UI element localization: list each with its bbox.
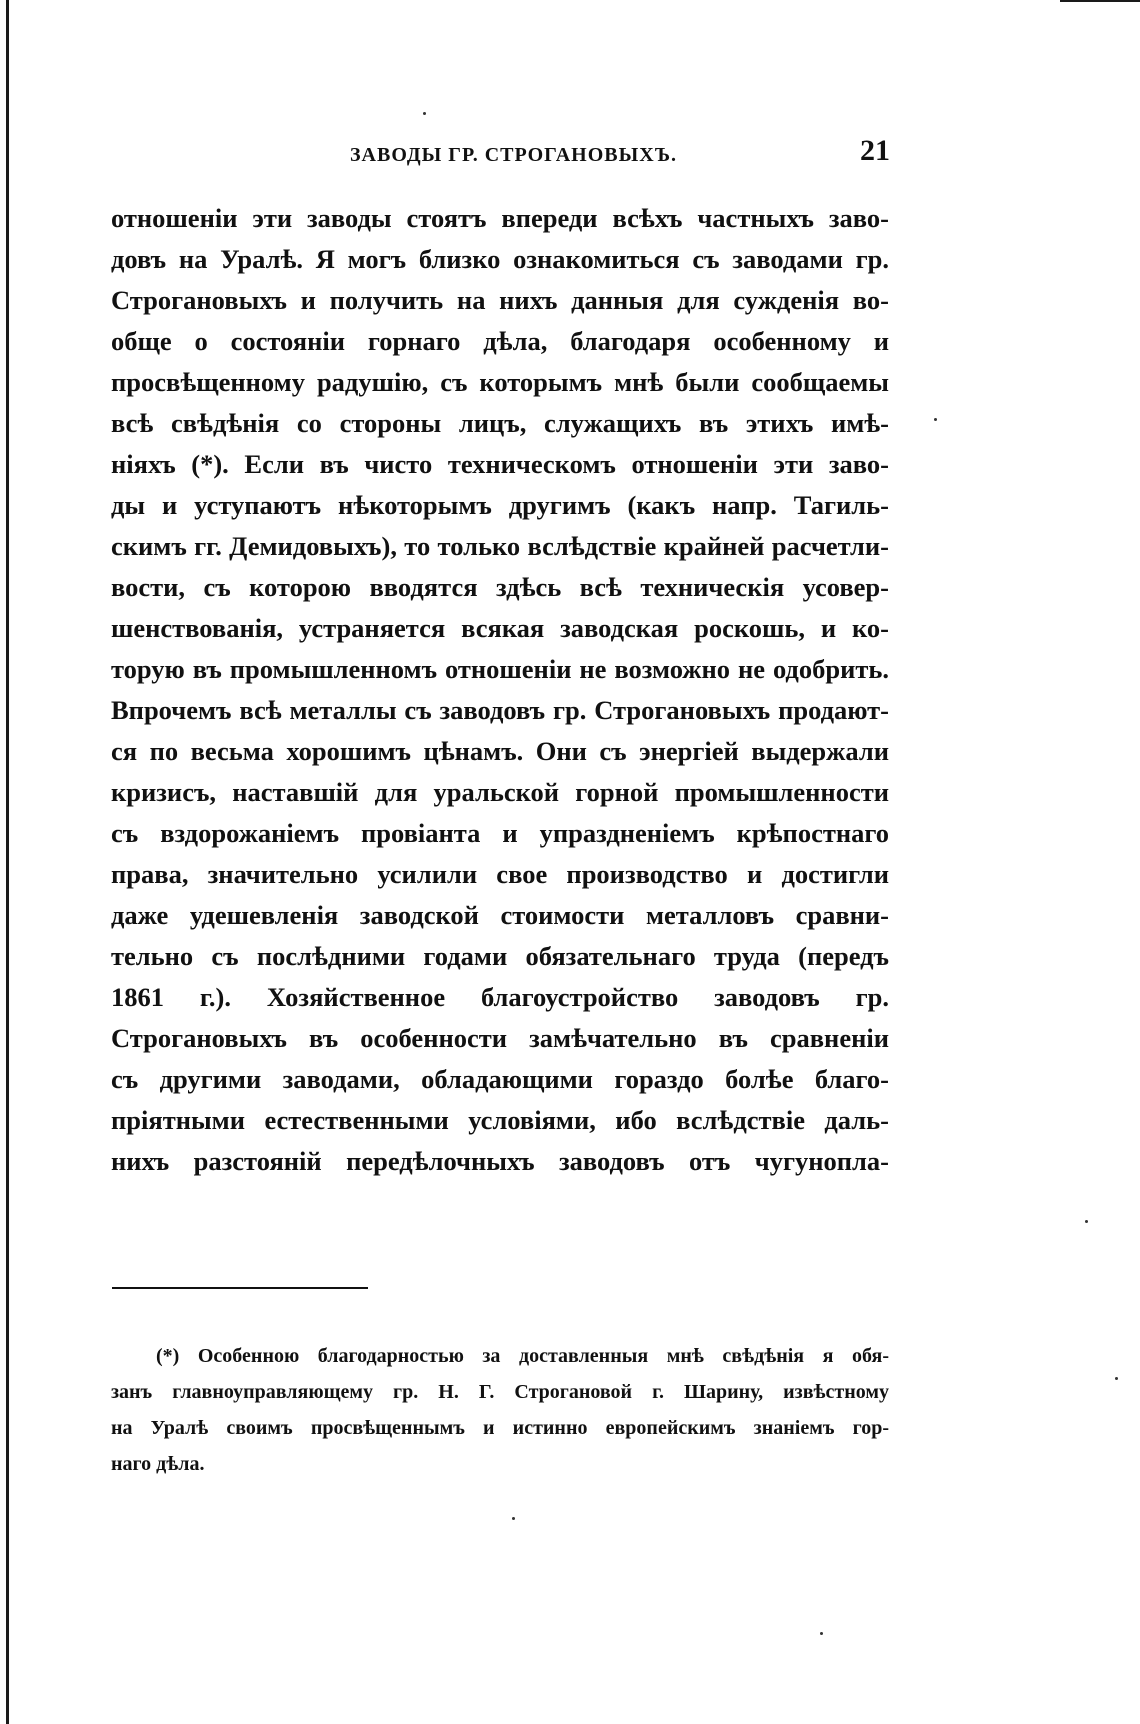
text-line: Строгановыхъ и получить на нихъ данныя для сужденія во- [111,285,889,315]
main-text [111,198,889,1182]
page-number: 21 [860,134,890,167]
text-line: тельно съ послѣдними годами обязательнаго труда (передъ [111,941,889,971]
footnote-line: занъ главноуправляющему гр. Н. Г. Строгановой г. Шарину, извѣстному [111,1381,889,1403]
text-line: съ вздорожаніемъ провіанта и упраздненіемъ крѣпостнаго [111,818,889,848]
text-line: ся по весьма хорошимъ цѣнамъ. Они съ энергіей выдержали [111,736,889,766]
text-line: торую въ промышленномъ отношеніи не возможно не одобрить. [111,654,889,684]
scan-speck [1085,1220,1088,1223]
text-line: ды и уступаютъ нѣкоторымъ другимъ (какъ напр. Тагиль- [111,490,889,520]
text-line: права, значительно усилили свое производство и достигли [111,859,889,889]
text-line: даже удешевленія заводской стоимости металловъ сравни- [111,900,889,930]
text-line: обще о состояніи горнаго дѣла, благодаря особенному и [111,326,889,356]
page-binding-edge [6,0,9,1724]
text-line: нихъ разстояній передѣлочныхъ заводовъ отъ чугунопла- [111,1146,889,1176]
page-top-edge [1060,0,1140,2]
text-line: 1861 г.). Хозяйственное благоустройство заводовъ гр. [111,982,889,1012]
text-line: кризисъ, наставшій для уральской горной промышленности [111,777,889,807]
text-line: шенствованія, устраняется всякая заводская роскошь, и ко- [111,613,889,643]
text-line: вости, съ которою вводятся здѣсь всѣ техническія усовер- [111,572,889,602]
scan-speck [512,1517,515,1520]
footnote-divider [112,1287,368,1289]
page-header [100,130,890,174]
text-line: скимъ гг. Демидовыхъ), то только вслѣдствіе крайней расчетли- [111,531,889,561]
text-line: отношеніи эти заводы стоятъ впереди всѣхъ частныхъ заво- [111,203,889,233]
text-line: просвѣщенному радушію, съ которымъ мнѣ были сообщаемы [111,367,889,397]
text-line: довъ на Уралѣ. Я могъ близко ознакомиться съ заводами гр. [111,244,889,274]
text-line: ніяхъ (*). Если въ чисто техническомъ отношеніи эти заво- [111,449,889,479]
footnote-line: наго дѣла. [111,1453,205,1475]
scan-speck [1115,1377,1118,1380]
text-line: Строгановыхъ въ особенности замѣчательно въ сравненіи [111,1023,889,1053]
text-line: всѣ свѣдѣнія со стороны лицъ, служащихъ въ этихъ имѣ- [111,408,889,438]
text-line: пріятными естественными условіями, ибо вслѣдствіе даль- [111,1105,889,1135]
scan-speck [820,1632,823,1635]
running-title: ЗАВОДЫ ГР. СТРОГАНОВЫХЪ. [350,144,678,166]
text-line: Впрочемъ всѣ металлы съ заводовъ гр. Строгановыхъ продают- [111,695,889,725]
footnote [111,1338,889,1482]
footnote-line: на Уралѣ своимъ просвѣщеннымъ и истинно европейскимъ знаніемъ гор- [111,1417,889,1439]
scan-speck [934,418,937,421]
scan-speck [423,112,426,115]
text-line: съ другими заводами, обладающими гораздо болѣе благо- [111,1064,889,1094]
footnote-line: (*) Особенною благодарностью за доставленныя мнѣ свѣдѣнія я обя- [156,1345,889,1367]
